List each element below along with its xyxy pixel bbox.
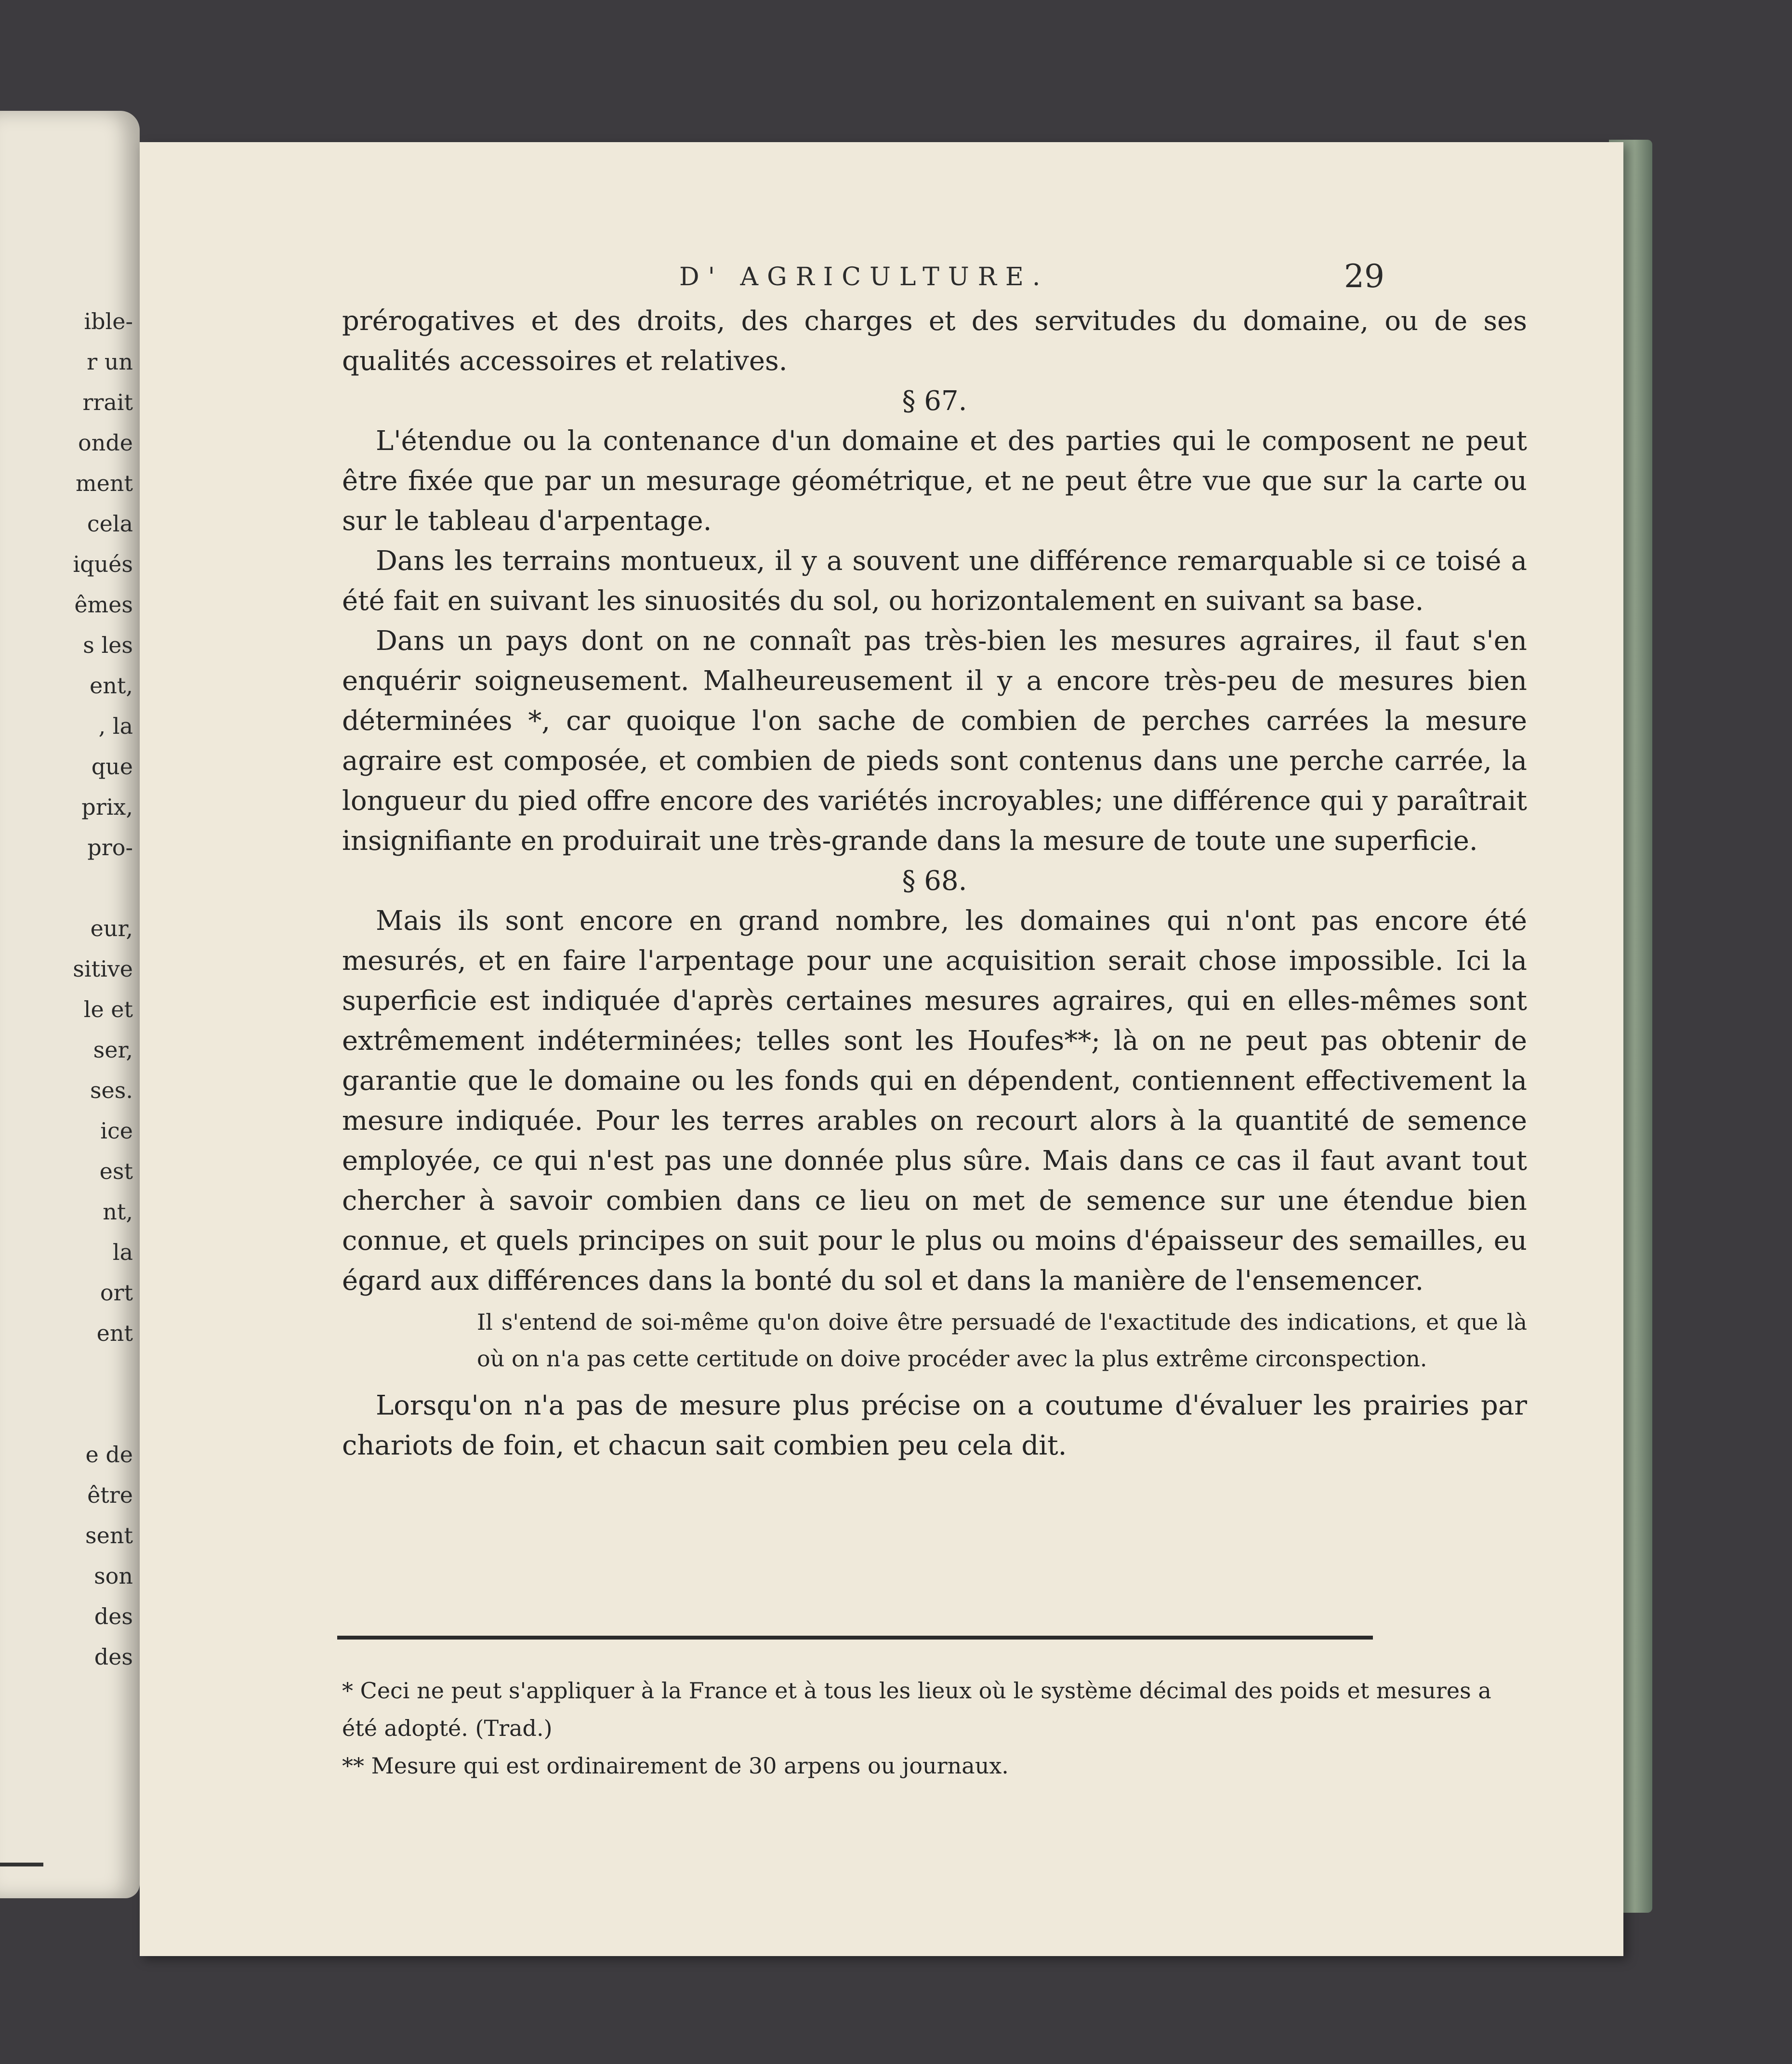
facing-page-line (73, 868, 133, 908)
facing-page-line: prix, (81, 794, 133, 820)
footnote-1: * Ceci ne peut s'appliquer à la France et à tous les lieux où le système décimal des poids et mesures a été adopté. (Trad.) (342, 1678, 1491, 1741)
facing-page-line: ent (96, 1320, 133, 1346)
facing-page-line: onde (78, 430, 133, 456)
facing-page-line: des (94, 1644, 133, 1670)
facing-page-line: sitive (73, 956, 133, 982)
footnote-2: ** Mesure qui est ordinairement de 30 arpens ou journaux. (342, 1753, 1009, 1779)
facing-page-line: , la (98, 713, 133, 739)
facing-page-line: être (87, 1482, 133, 1508)
paragraph-1: prérogatives et des droits, des charges et des servitudes du domaine, ou de ses qualités accessoires et relatives. (342, 305, 1527, 377)
facing-page-line: rrait (82, 389, 133, 415)
section-heading-67: § 67. (902, 385, 967, 417)
facing-page-line: nt, (103, 1199, 133, 1225)
facing-page-line: eur, (90, 915, 133, 941)
facing-page-line: son (94, 1563, 133, 1589)
facing-page-line: ment (76, 470, 133, 496)
facing-page-line: e de (85, 1442, 133, 1468)
facing-page-rule (0, 1863, 43, 1866)
facing-page-line: ser, (93, 1037, 133, 1063)
footnote-rule (337, 1636, 1373, 1640)
paragraph-6: Lorsqu'on n'a pas de mesure plus précise on a coutume d'évaluer les prairies par chariots de foin, et chacun sait combien peu cela dit. (342, 1390, 1527, 1461)
facing-page-line: est (99, 1158, 133, 1184)
section-heading-68: § 68. (902, 865, 967, 897)
footnotes (342, 1672, 1527, 1785)
facing-page-line: s les (83, 632, 133, 658)
facing-page-line: ort (100, 1280, 133, 1306)
inset-note: Il s'entend de soi-même qu'on doive être persuadé de l'exactitude des indications, et que là où on n'a pas cette certitude on doive procéder avec la plus extrême circonspection. (477, 1309, 1527, 1372)
book-page (140, 142, 1623, 1956)
facing-page-line: ses. (90, 1077, 133, 1103)
facing-page-text-fragments (73, 301, 133, 1677)
facing-page-line: êmes (74, 592, 133, 618)
facing-page-line: cela (87, 511, 133, 537)
facing-page-line: r un (87, 349, 133, 375)
paragraph-4: Dans un pays dont on ne connaît pas très-bien les mesures agraires, il faut s'en enquérir soigneusement. Malheureusement il y a encore très-peu de mesures bien déterminées *, car quoique l'on sache de combien de perches carrées la mesure agraire est composée, et combien de pieds sont contenus dans une perche carrée, la longueur du pied offre encore des variétés incroyables; une différence qui y paraîtrait insignifiante en produirait une très-grande dans la mesure de toute une superficie. (342, 625, 1527, 857)
facing-page-line: que (91, 754, 133, 780)
page-number: 29 (1344, 258, 1384, 295)
paragraph-3: Dans les terrains montueux, il y a souvent une différence remarquable si ce toisé a été fait en suivant les sinuosités du sol, ou horizontalement en suivant sa base. (342, 545, 1527, 617)
running-head: D' AGRICULTURE. (679, 263, 1049, 291)
facing-page-line (73, 1394, 133, 1434)
facing-page-line: la (112, 1239, 133, 1265)
paragraph-2: L'étendue ou la contenance d'un domaine et des parties qui le composent ne peut être fixée que par un mesurage géométrique, et ne peut être vue que sur la carte ou sur le tableau d'arpentage. (342, 425, 1527, 537)
facing-page-line: le et (83, 996, 133, 1022)
facing-page-line: des (94, 1603, 133, 1629)
facing-page-line: sent (85, 1522, 133, 1548)
facing-page-line: pro- (87, 834, 133, 860)
facing-page-fragment (0, 111, 140, 1898)
facing-page-line: ible- (84, 308, 133, 334)
facing-page-line: ent, (90, 673, 133, 699)
facing-page-line: iqués (73, 551, 133, 577)
facing-page-line: ice (100, 1118, 133, 1144)
facing-page-line (73, 1353, 133, 1394)
paragraph-5: Mais ils sont encore en grand nombre, les domaines qui n'ont pas encore été mesurés, et en faire l'arpentage pour une acquisition serait chose impossible. Ici la superficie est indiquée d'après certaines mesures agraires, qui en elles-mêmes sont extrêmement indéterminées; telles sont les Houfes**; là on ne peut pas obtenir de garantie que le domaine ou les fonds qui en dépendent, contiennent effectivement la mesure indiquée. Pour les terres arables on recourt alors à la quantité de semence employée, ce qui n'est pas une donnée plus sûre. Mais dans ce cas il faut avant tout chercher à savoir combien dans ce lieu on met de semence sur une étendue bien connue, et quels principes on suit pour le plus ou moins d'épaisseur des semailles, eu égard aux différences dans la bonté du sol et dans la manière de l'ensemencer. (342, 905, 1527, 1297)
page-body (342, 301, 1527, 1466)
